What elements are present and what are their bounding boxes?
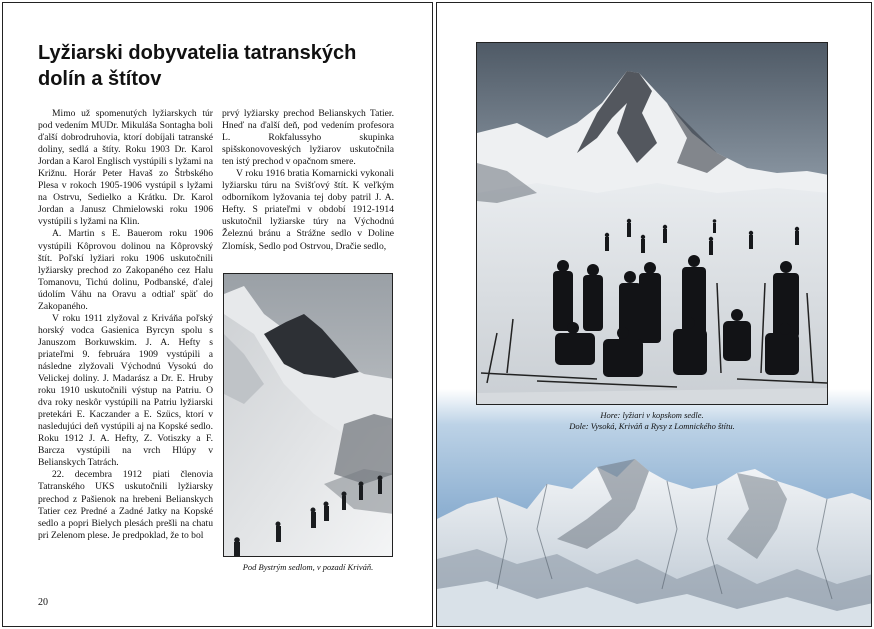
chapter-title xyxy=(38,40,408,92)
caption-line-bottom: Dole: Vysoká, Kriváň a Rysy z Lomnického štítu. xyxy=(569,421,735,431)
title-line-2: dolín a štítov xyxy=(38,68,162,90)
paragraph: Mimo už spomenutých lyžiarskych túr pod vedením MUDr. Mikuláša Sontagha boli ďalší dobrodruhovia, ktorí dobíjali tatranské doliny, sedlá a štíty. Roku 1903 Dr. Karol Jordan a Karol Englisch vystúpili s lyžami na Križnu. Horár Peter Havaš zo Štrbského Plesa v rokoch 1905-1906 vystúpil s lyžami na Ostrvu, Sedielko a Krátku. Dr. Karol Jordan a Janusz Chmielowski roku 1906 vystúpili s lyžami na Klin. xyxy=(38,108,213,228)
paragraph: A. Martin s E. Bauerom roku 1906 vystúpili Kôprovou dolinou na Kôprovský štít. Poľskí lyžiari roku 1906 uskutočnili lyžiarsky prechod zo Zakopaného cez Halu Tomanovu, Tichú dolinu, Podbanské, ďalej údolím Váhu na Oravu a odtiaľ späť do Zakopaného. xyxy=(38,228,213,312)
title-line-1: Lyžiarski dobyvatelia tatranských xyxy=(38,42,357,64)
photo-skiers-bystre-sedlo xyxy=(223,273,393,557)
paragraph: 22. decembra 1912 piati členovia Tatranského UKS uskutočnili lyžiarsky prechod z Pašienok na hrebeni Belianskych Tatier cez Predné a Zadné Jatky na Kopské sedlo a popri Bielych plesách prešli na chatu pri Zelenom plese. Je predpoklad, že to bol xyxy=(38,469,213,541)
photo-skiers-kopske-sedlo xyxy=(476,42,828,405)
photo-caption-left: Pod Bystrým sedlom, v pozadí Kriváň. xyxy=(242,562,374,572)
paragraph: V roku 1916 bratia Komarnicki vykonali lyžiarsku túru na Svišťový štít. K veľkým odborníkom lyžovania tej doby patril J. A. Hefty. S priateľmi v období 1912-1914 uskutočnil lyžiarske túry na Východnú Železnú bránu a Strážne sedlo v Doline Zlomísk, Sedlo pod Ostrvou, Dračie sedlo, xyxy=(222,168,394,252)
photo-caption-right xyxy=(476,410,828,432)
text-column-left xyxy=(38,108,213,542)
caption-line-top: Hore: lyžiari v kopskom sedle. xyxy=(600,410,704,420)
paragraph: prvý lyžiarsky prechod Belianskych Tatier. Hneď na ďalší deň, pod vedením profesora L. Rokfalussyho skupinka spišskonovoveských lyžiarov uskutočnila ten istý prechod v opačnom smere. xyxy=(222,108,394,168)
page-number: 20 xyxy=(38,597,48,608)
paragraph: V roku 1911 zlyžoval z Kriváňa poľský horský vodca Gasienica Byrcyn spolu s Januszom Borkuwskim. J. A. Hefty s priateľmi 9. februára 1909 vystúpili a následne zlyžovali Východnú Vysokú do Velickej doliny. J. Madarász a Dr. E. Hruby roku 1910 uskutočnili výstup na Patriu. O dva roky neskôr vystúpili na Patriu lyžiarski pretekári E. Kaczander a E. Szücs, ktorí v nasledujúci deň vystúpili aj na Kopské sedlo. Roku 1912 J. A. Hefty, Z. Votiszky a F. Barcza vystúpili na vrch Hlúpy v Belianskych Tatrách. xyxy=(38,312,213,469)
text-column-right xyxy=(222,108,394,253)
